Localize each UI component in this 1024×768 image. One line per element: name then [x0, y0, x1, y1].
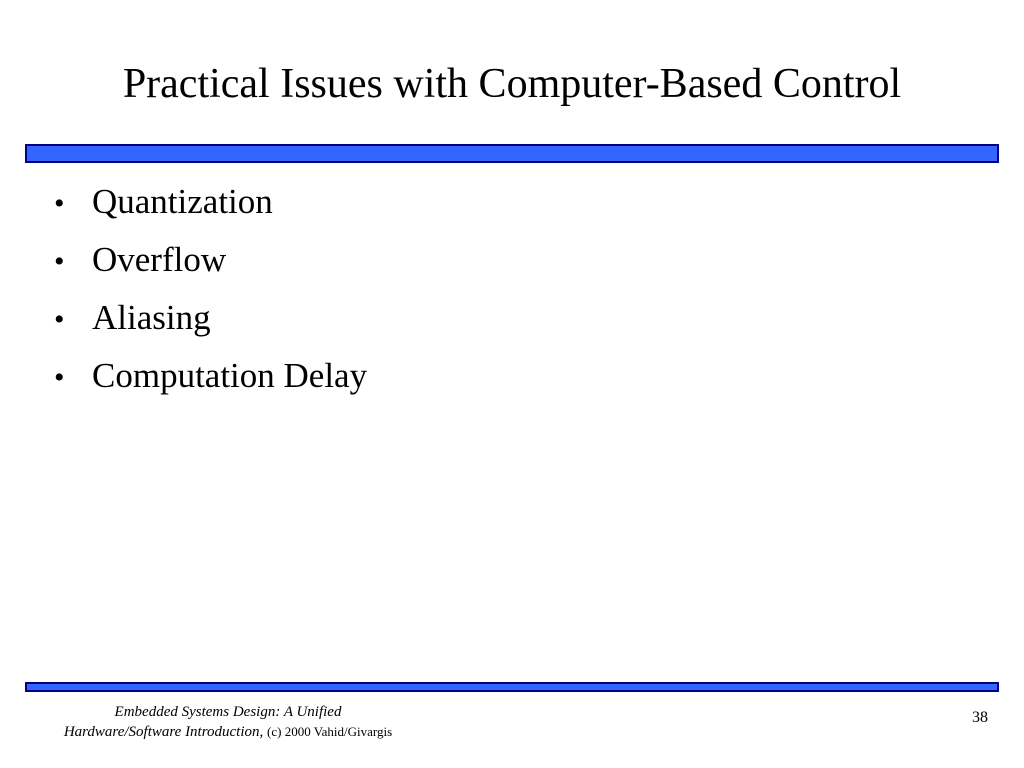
bullet-item: [54, 354, 367, 412]
title-divider-bar: [25, 144, 999, 163]
bullet-item: [54, 296, 367, 354]
bullet-item: [54, 180, 367, 238]
bullet-icon: •: [54, 245, 65, 278]
footer-citation: [38, 702, 418, 742]
bullet-text: Aliasing: [92, 298, 211, 337]
bullet-item: [54, 238, 367, 296]
footer-citation-line2: [38, 722, 418, 742]
page-number: 38: [972, 709, 988, 726]
slide-title: Practical Issues with Computer-Based Control: [122, 61, 902, 107]
bullet-icon: •: [54, 303, 65, 336]
footer-divider-bar: [25, 682, 999, 692]
bullet-text: Quantization: [92, 182, 273, 221]
bullet-icon: •: [54, 187, 65, 220]
bullet-list: [54, 180, 367, 412]
bullet-text: Computation Delay: [92, 356, 368, 395]
footer-book-title-line2: Hardware/Software Introduction,: [63, 724, 264, 740]
footer-copyright: (c) 2000 Vahid/Givargis: [267, 724, 393, 739]
footer-book-title-line1: Embedded Systems Design: A Unified: [114, 704, 342, 720]
bullet-icon: •: [54, 361, 65, 394]
bullet-text: Overflow: [92, 240, 227, 279]
